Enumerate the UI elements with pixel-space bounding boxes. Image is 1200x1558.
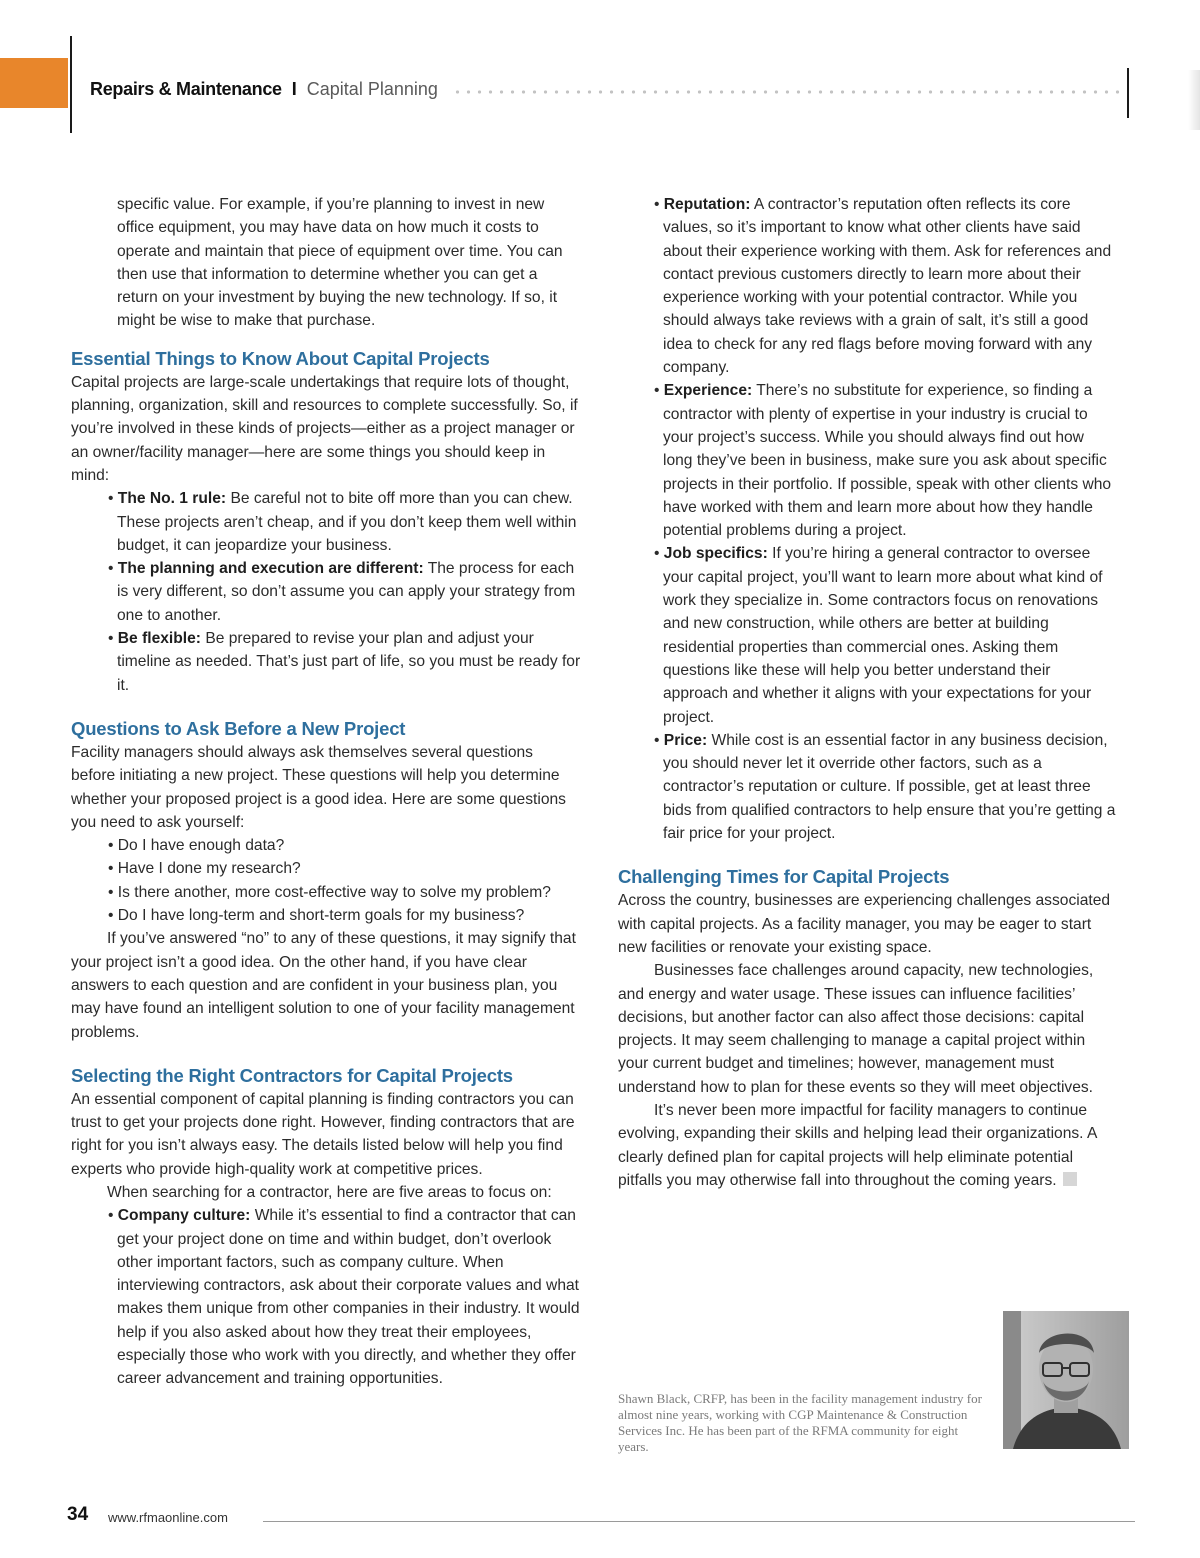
page-number: 34 xyxy=(67,1504,89,1525)
running-head-subsection: Capital Planning xyxy=(306,78,438,99)
heading-contractors: Selecting the Right Contractors for Capital Projects xyxy=(71,1064,513,1086)
contractor-bullet: • Reputation: A contractor’s reputation often reflects its core values, so it’s important to know what other clients have said about their experience working with them. Ask for references and contact previous customers directly to learn more about their experience working with your potential contractor. While you should always take reviews with a grain of salt, it’s still a good idea to check for any red flags before moving forward with any company. xyxy=(654,196,1112,377)
end-of-article-mark xyxy=(1063,1172,1077,1186)
question-bullet: • Is there another, more cost-effective way to solve my problem? xyxy=(108,883,551,901)
bullet-text: Be prepared to revise your plan and adjust your timeline as needed. That’s just part of life, so you must be ready for it. xyxy=(117,630,581,694)
footer-rule xyxy=(263,1521,1135,1522)
intro-paragraph: specific value. For example, if you’re planning to invest in new office equipment, you may have data on how much it costs to operate and maintain that piece of equipment over time. You can then use that information to determine whether you can get a return on your investment by buying the new technology. If so, it might be wise to make that purchase. xyxy=(117,196,563,330)
contractors-body: An essential component of capital planning is finding contractors you can trust to get your projects done right. However, finding contractors that are right for you isn’t always easy. The details listed below will help you find experts who provide high-quality work at competitive prices. xyxy=(71,1090,575,1178)
bullet-text: While it’s essential to find a contractor that can get your project done on time and within budget, don’t overlook other important factors, such as company culture. When interviewing contractors, ask about their corporate values and what makes them unique from other companies in their industry. It would help if you also asked about how they treat their employees, especially those who work with you directly, and whether they offer career advancement and training opportunities. xyxy=(117,1207,580,1388)
challenging-p1: Across the country, businesses are experiencing challenges associated with capital projects. As a facility manager, you may be eager to start new facilities or renovate your existing space. xyxy=(618,892,1111,956)
bullet-text: While cost is an essential factor in any business decision, you should never let it override other factors, such as a contractor’s reputation or culture. If possible, get at least three bids from qualified contractors to help ensure that you’re getting a fair price for your project. xyxy=(663,731,1116,843)
bullet-text: Do I have enough data? xyxy=(117,837,285,855)
right-column xyxy=(618,193,1116,1192)
bullet-text: Do I have long-term and short-term goals for my business? xyxy=(117,907,525,925)
contractor-bullet: • Company culture: While it’s essential to find a contractor that can get your project done on time and within budget, don’t overlook other important factors, such as company culture. When interviewing contractors, ask about their corporate values and what makes them unique from other companies in their industry. It would help if you also asked about how they treat their employees, especially those who work with you directly, and whether they offer career advancement and training opportunities. xyxy=(108,1207,580,1388)
bullet-text: A contractor’s reputation often reflects its core values, so it’s important to know what other clients have said about their experience working with them. Ask for references and contact previous customers directly to learn more about their experience working with your potential contractor. While you should always take reviews with a grain of salt, it’s still a good idea to check for any red flags before moving forward with any company. xyxy=(663,196,1112,377)
section-color-tab xyxy=(0,58,68,108)
header-rule-left xyxy=(70,36,72,133)
questions-closing: If you’ve answered “no” to any of these questions, it may signify that your project isn’t a good idea. On the other hand, if you have clear answers to each question and are confident in your business plan, you may have found an intelligent solution to one of your facility management problems. xyxy=(71,930,576,1041)
bullet-label: Job specifics: xyxy=(663,545,768,563)
challenging-p2: Businesses face challenges around capacity, new technologies, and energy and water usage. These issues can influence facilities’ decisions, but another factor can also affect those decisions: capital projects. It may seem challenging to manage a capital project within your current budget and timelines; however, management must understand how to plan for these events so they will meet objectives. xyxy=(618,962,1094,1096)
contractor-bullet: • Price: While cost is an essential factor in any business decision, you should never let it override other factors, such as a contractor’s reputation or culture. If possible, get at least three bids from qualified contractors to help ensure that you’re getting a fair price for your project. xyxy=(654,731,1116,843)
essential-body: Capital projects are large-scale undertakings that require lots of thought, planning, organization, skill and resources to complete successfully. So, if you’re involved in these kinds of projects—either as a project manager or an owner/facility manager—here are some things you should keep in mind: xyxy=(71,373,578,484)
challenging-p3-text: It’s never been more impactful for facility managers to continue evolving, expanding their skills and helping lead their organizations. A clearly defined plan for capital projects will help eliminate potential pitfalls you may otherwise fall into throughout the coming years. xyxy=(618,1101,1097,1189)
questions-body: Facility managers should always ask themselves several questions before initiating a new project. These questions will help you determine whether your proposed project is a good idea. Here are some questions you need to ask yourself: xyxy=(71,743,566,831)
heading-questions: Questions to Ask Before a New Project xyxy=(71,717,406,739)
bullet-label: The planning and execution are different: xyxy=(117,560,424,578)
contractor-bullet: • Experience: There’s no substitute for experience, so finding a contractor with plenty of expertise in your industry is crucial to your project’s success. While you should always find out how long they’ve been in business, make sure you ask about specific projects in their portfolio. If possible, speak with other clients who have worked with them and learn more about how they handle potential problems during a project. xyxy=(654,382,1112,540)
bullet-label: Reputation: xyxy=(663,196,751,213)
bullet-label: Company culture: xyxy=(117,1207,251,1225)
running-head-section: Repairs & Maintenance xyxy=(90,78,282,99)
header-rule-right xyxy=(1127,68,1129,118)
bullet-text: There’s no substitute for experience, so finding a contractor with plenty of expertise in your industry is crucial to your project’s success. While you should always find out how long they’ve been in business, make sure you ask about specific projects in their portfolio. If possible, speak with other clients who have worked with them and learn more about how they handle potential problems during a project. xyxy=(663,382,1112,540)
bullet-text: Be careful not to bite off more than you can chew. These projects aren’t cheap, and if you don’t keep them well within budget, it can jeopardize your business. xyxy=(117,490,577,554)
essential-bullet: • Be flexible: Be prepared to revise your plan and adjust your timeline as needed. That’s just part of life, so you must be ready for it. xyxy=(108,630,581,694)
bullet-label: Experience: xyxy=(663,382,753,400)
heading-challenging: Challenging Times for Capital Projects xyxy=(618,866,950,888)
bullet-label: Be flexible: xyxy=(117,630,201,648)
footer-url: www.rfmaonline.com xyxy=(108,1510,228,1525)
essential-bullet: • The No. 1 rule: Be careful not to bite off more than you can chew. These projects aren’t cheap, and if you don’t keep them well within budget, it can jeopardize your business. xyxy=(108,490,577,554)
bullet-text: Is there another, more cost-effective way to solve my problem? xyxy=(117,883,551,901)
bullet-text: Have I done my research? xyxy=(117,860,301,878)
question-bullet: • Do I have enough data? xyxy=(108,837,285,855)
bullet-text: If you’re hiring a general contractor to oversee your capital project, you’ll want to learn more about what kind of work they specialize in. Some contractors focus on renovations and new construction, while others are better at building residential properties than commercial ones. Asking them questions like these will help you better understand their approach and whether it aligns with your expectations for your project. xyxy=(663,545,1103,726)
author-bio: Shawn Black, CRFP, has been in the facility management industry for almost nine years, working with CGP Maintenance & Construction Services Inc. He has been part of the RFMA community for eight years. xyxy=(618,1391,982,1454)
page-edge-shadow xyxy=(1188,70,1200,130)
bullet-label: Price: xyxy=(663,731,708,749)
heading-essential: Essential Things to Know About Capital Projects xyxy=(71,347,490,369)
question-bullet: • Do I have long-term and short-term goals for my business? xyxy=(108,907,525,925)
running-head xyxy=(90,76,1120,102)
running-head-separator: I xyxy=(291,78,297,99)
dotted-leader xyxy=(452,90,1120,94)
author-photo xyxy=(1003,1311,1129,1449)
contractors-lead: When searching for a contractor, here are five areas to focus on: xyxy=(107,1183,552,1201)
bullet-label: The No. 1 rule: xyxy=(117,490,227,508)
challenging-p3 xyxy=(618,1099,1116,1192)
bullet-text: The process for each is very different, so don’t assume you can apply your strategy from one to another. xyxy=(117,560,576,624)
question-bullet: • Have I done my research? xyxy=(108,860,301,878)
essential-bullet: • The planning and execution are different: The process for each is very different, so don’t assume you can apply your strategy from one to another. xyxy=(108,560,576,624)
left-column xyxy=(71,193,581,1391)
contractor-bullet: • Job specifics: If you’re hiring a general contractor to oversee your capital project, you’ll want to learn more about what kind of work they specialize in. Some contractors focus on renovations and new construction, while others are better at building residential properties than commercial ones. Asking them questions like these will help you better understand their approach and whether it aligns with your expectations for your project. xyxy=(654,545,1103,726)
